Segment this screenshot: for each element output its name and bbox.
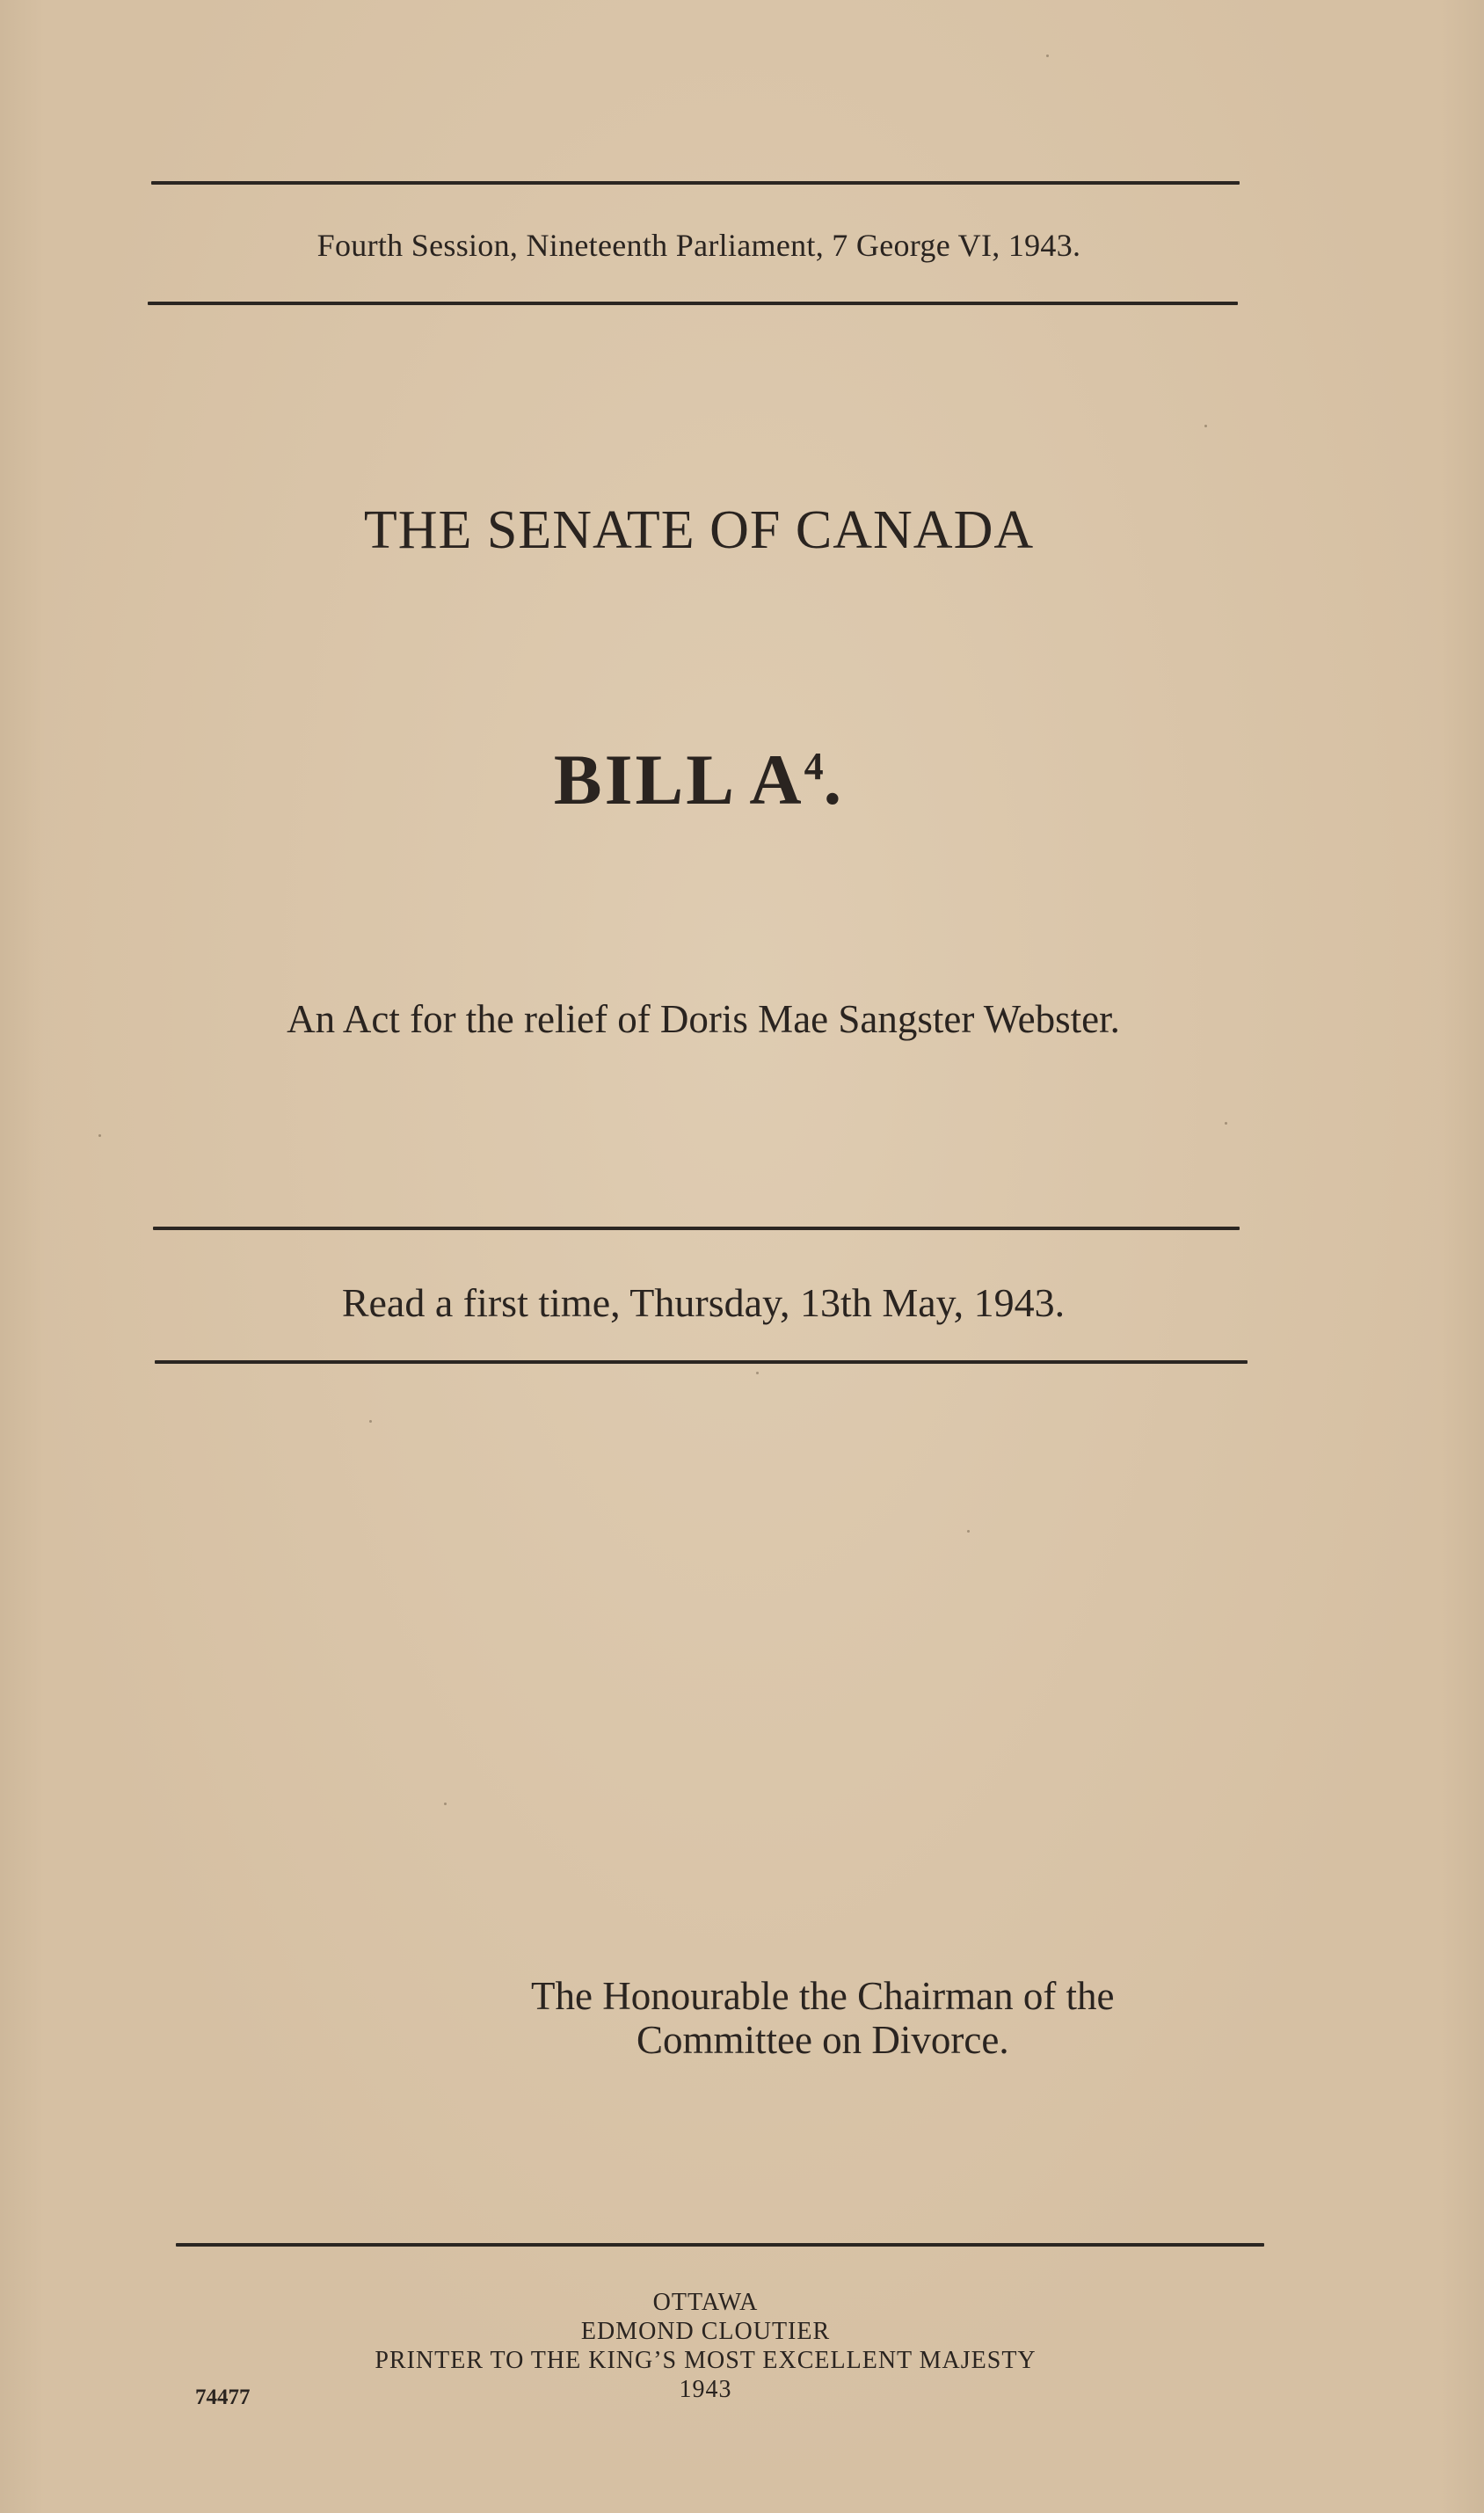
bill-title-main: BILL A bbox=[553, 739, 804, 819]
sponsor-line-2: Committee on Divorce. bbox=[636, 2018, 1009, 2062]
top-rule-lower bbox=[148, 302, 1238, 305]
imprint-city: OTTAWA bbox=[652, 2289, 759, 2316]
top-rule-upper bbox=[151, 181, 1240, 185]
footer-rule bbox=[176, 2243, 1264, 2247]
bill-title bbox=[0, 739, 1398, 821]
session-line: Fourth Session, Nineteenth Parliament, 7 George VI, 1943. bbox=[316, 228, 1081, 263]
imprint-year: 1943 bbox=[679, 2376, 732, 2403]
senate-heading: THE SENATE OF CANADA bbox=[363, 500, 1035, 560]
print-code: 74477 bbox=[195, 2386, 251, 2409]
imprint-printer-title: PRINTER TO THE KING’S MOST EXCELLENT MAJESTY bbox=[375, 2347, 1037, 2374]
sponsor-block bbox=[531, 1974, 1115, 2062]
act-description: An Act for the relief of Doris Mae Sangster Webster. bbox=[287, 997, 1120, 1041]
reading-rule-upper bbox=[153, 1227, 1240, 1230]
reading-line: Read a first time, Thursday, 13th May, 1943. bbox=[341, 1280, 1066, 1325]
reading-rule-lower bbox=[155, 1360, 1248, 1364]
imprint-printer-name: EDMOND CLOUTIER bbox=[580, 2318, 831, 2345]
bill-title-superscript: 4 bbox=[804, 745, 824, 788]
sponsor-line-1: The Honourable the Chairman of the bbox=[531, 1974, 1115, 2018]
bill-title-period: . bbox=[823, 739, 845, 819]
